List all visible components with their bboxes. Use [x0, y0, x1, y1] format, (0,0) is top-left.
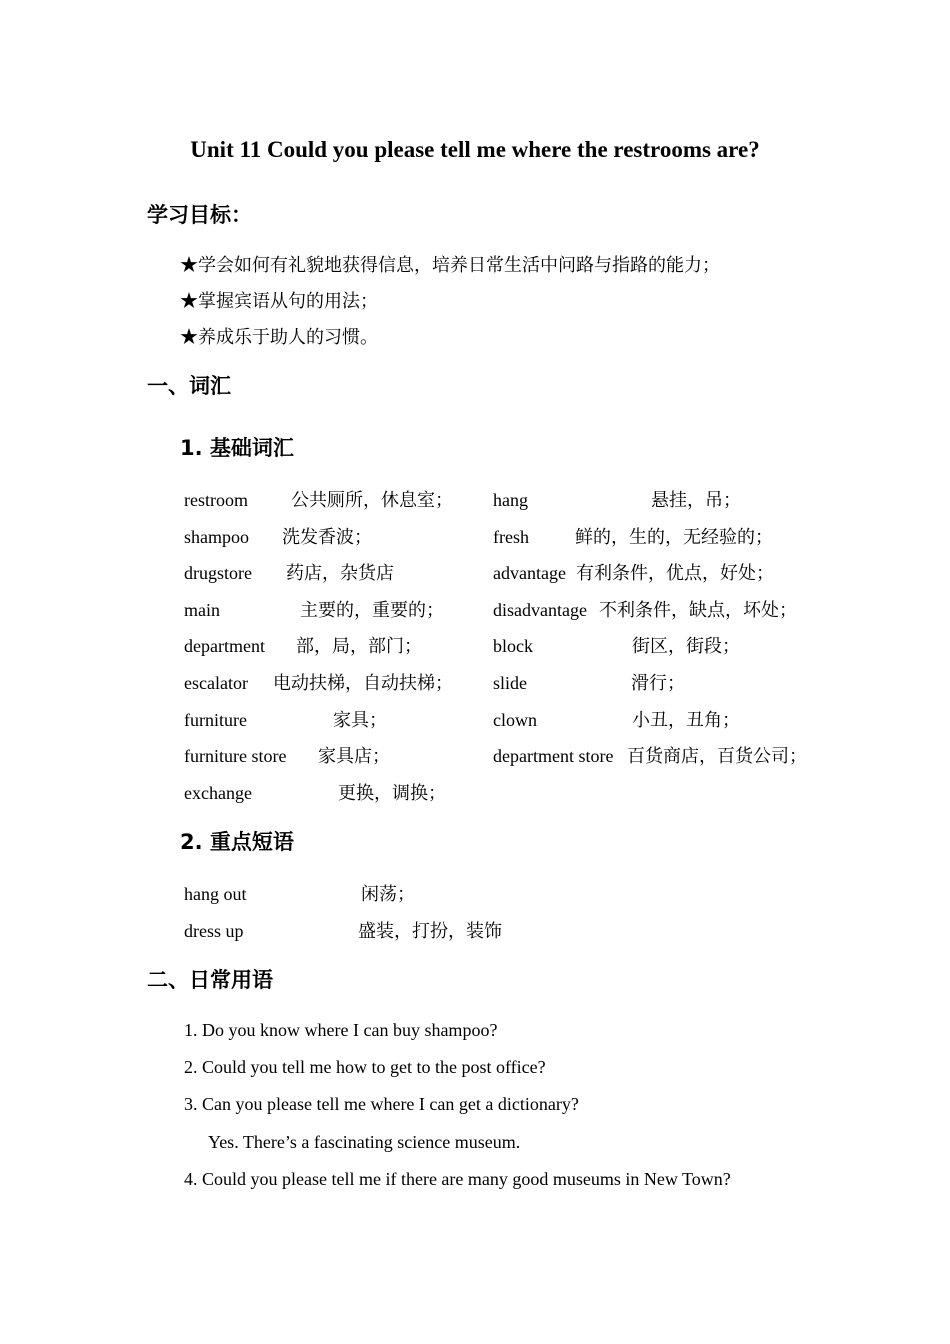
- phrase-row: [0, 918, 950, 944]
- phrase-meaning: 闲荡；: [361, 884, 415, 904]
- vocab-meaning: 小丑，丑角；: [632, 710, 740, 730]
- vocab-meaning: 主要的，重要的；: [300, 600, 444, 620]
- basic-vocab-heading: 1. 基础词汇: [180, 436, 294, 460]
- vocab-row: [0, 597, 950, 623]
- vocab-word: department: [184, 636, 265, 656]
- vocab-row: [0, 780, 950, 806]
- vocab-word: disadvantage: [493, 600, 587, 620]
- goal-item: ★养成乐于助人的习惯。: [180, 327, 378, 347]
- vocab-meaning: 鲜的，生的，无经验的；: [575, 527, 773, 547]
- vocab-word: drugstore: [184, 563, 252, 583]
- vocab-meaning: 有利条件，优点，好处；: [576, 563, 774, 583]
- vocab-meaning: 百货商店，百货公司；: [627, 746, 807, 766]
- phrase-text: hang out: [184, 884, 247, 904]
- vocab-word: shampoo: [184, 527, 249, 547]
- vocab-row: [0, 633, 950, 659]
- vocab-meaning: 更换，调换；: [338, 783, 446, 803]
- vocab-word: clown: [493, 710, 537, 730]
- vocab-word: fresh: [493, 527, 529, 547]
- vocab-row: [0, 487, 950, 513]
- sentence: 4. Could you please tell me if there are many good museums in New Town?: [184, 1169, 731, 1189]
- goal-item: ★掌握宾语从句的用法；: [180, 291, 378, 311]
- key-phrases-heading: 2. 重点短语: [180, 830, 294, 854]
- vocab-word: main: [184, 600, 220, 620]
- vocab-meaning: 家具；: [333, 710, 387, 730]
- goal-item: ★学会如何有礼貌地获得信息，培养日常生活中问路与指路的能力；: [180, 255, 720, 275]
- vocab-row: [0, 560, 950, 586]
- vocab-row: [0, 670, 950, 696]
- section1-heading: 一、词汇: [147, 374, 231, 398]
- vocab-meaning: 悬挂，吊；: [651, 490, 741, 510]
- vocab-row: [0, 707, 950, 733]
- phrase-meaning: 盛装，打扮，装饰: [358, 921, 502, 941]
- goals-heading: 学习目标：: [147, 203, 252, 227]
- vocab-word: hang: [493, 490, 528, 510]
- vocab-word: restroom: [184, 490, 248, 510]
- phrase-row: [0, 881, 950, 907]
- vocab-row: [0, 743, 950, 769]
- vocab-word: department store: [493, 746, 614, 766]
- vocab-meaning: 不利条件，缺点，坏处；: [599, 600, 797, 620]
- vocab-meaning: 滑行；: [631, 673, 685, 693]
- vocab-word: furniture store: [184, 746, 287, 766]
- sentence: 1. Do you know where I can buy shampoo?: [184, 1020, 498, 1040]
- vocab-meaning: 洗发香波；: [282, 527, 372, 547]
- vocab-row: [0, 524, 950, 550]
- sentence: 3. Can you please tell me where I can get a dictionary?: [184, 1094, 579, 1114]
- vocab-meaning: 街区，街段；: [632, 636, 740, 656]
- section2-heading: 二、日常用语: [147, 968, 273, 992]
- vocab-word: slide: [493, 673, 527, 693]
- sentence: 2. Could you tell me how to get to the post office?: [184, 1057, 546, 1077]
- vocab-meaning: 部，局，部门；: [296, 636, 422, 656]
- page-title: Unit 11 Could you please tell me where the restrooms are?: [190, 137, 760, 162]
- vocab-meaning: 家具店；: [318, 746, 390, 766]
- vocab-word: escalator: [184, 673, 248, 693]
- vocab-word: block: [493, 636, 533, 656]
- vocab-word: exchange: [184, 783, 252, 803]
- vocab-meaning: 电动扶梯，自动扶梯；: [273, 673, 453, 693]
- vocab-word: furniture: [184, 710, 247, 730]
- vocab-meaning: 药店，杂货店: [286, 563, 394, 583]
- sentence-answer: Yes. There’s a fascinating science museum.: [208, 1132, 521, 1152]
- vocab-word: advantage: [493, 563, 566, 583]
- phrase-text: dress up: [184, 921, 244, 941]
- vocab-meaning: 公共厕所，休息室；: [291, 490, 453, 510]
